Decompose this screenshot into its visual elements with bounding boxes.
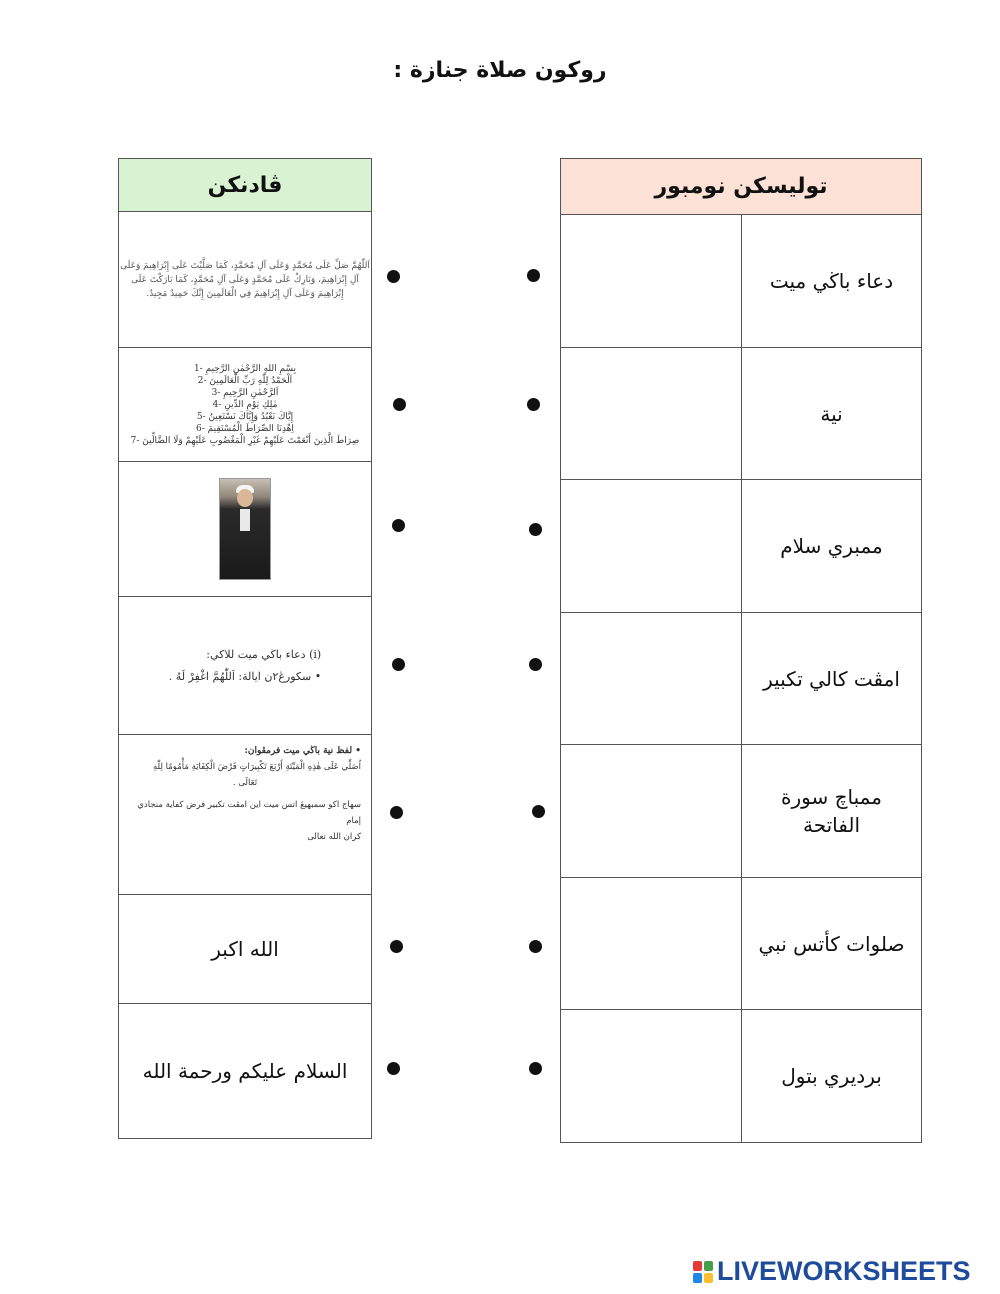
right-row-6: [561, 878, 921, 1010]
right-label-1: دعاء باڬي ميت: [769, 269, 894, 293]
right-label-3: ممبري سلام: [780, 534, 883, 558]
right-row-4: [561, 613, 921, 745]
niat-jawi: سهاج اکو سمبهيڠ اتس ميت اين امڤت تکبير فرض کفاية منجادي إمام: [137, 800, 361, 826]
number-input-2[interactable]: [561, 348, 742, 479]
fatihah-verse-7: صِرَاطَ الَّذِينَ أَنْعَمْتَ عَلَيْهِمْ غَيْرِ الْمَغْضُوبِ عَلَيْهِمْ وَلَا الضَّالِّينَ -7: [130, 435, 360, 446]
doa-bullet: سکورڠ٢ن ايالة: اَللّٰهُمَّ اغْفِرْ لَهُ .: [168, 669, 312, 683]
right-dot-5[interactable]: [532, 805, 545, 818]
fatihah-verse-2: اَلْحَمْدُ لِلّٰهِ رَبِّ الْعَالَمِينَ -2: [197, 375, 293, 386]
right-dot-3[interactable]: [529, 523, 542, 536]
left-dot-5[interactable]: [390, 806, 403, 819]
number-input-3[interactable]: [561, 480, 742, 612]
fatihah-verse-4: مٰلِكِ يَوْمِ الدِّينِ -4: [212, 399, 278, 410]
right-row-3: [561, 480, 921, 613]
left-table-header: ڤادنكن: [119, 159, 371, 212]
right-row-1: [561, 215, 921, 348]
fatihah-verse-1: بِسْمِ اللهِ الرَّحْمٰنِ الرَّحِيمِ -1: [193, 363, 297, 374]
doa-bullet-row: • سکورڠ٢ن ايالة: اَللّٰهُمَّ اغْفِرْ لَهُ .: [168, 669, 322, 683]
left-cell-salawat: [119, 212, 371, 348]
fatihah-text: [131, 363, 360, 447]
face-shape: [237, 489, 253, 507]
salawat-line-3: إِبْرَاهِيمَ وَعَلَى آلِ إِبْرَاهِيمَ فِي الْعَالَمِينَ إِنَّكَ حَمِيدٌ مَجِيدٌ.: [146, 288, 344, 299]
salam-text: السلام عليكم ورحمة الله: [142, 1059, 348, 1083]
liveworksheets-logo: [693, 1256, 971, 1287]
left-dot-3[interactable]: [392, 519, 405, 532]
niat-heading-row: • لفظ نية باڬي ميت فرمڤوان:: [244, 746, 361, 756]
left-dot-4[interactable]: [392, 658, 405, 671]
number-input-6[interactable]: [561, 878, 742, 1009]
number-input-4[interactable]: [561, 613, 742, 744]
fatihah-verse-6: اِهْدِنَا الصِّرَاطَ الْمُسْتَقِيمَ -6: [196, 423, 294, 434]
left-cell-fatihah: [119, 348, 371, 462]
salawat-line-1: اَللّٰهُمَّ صَلِّ عَلَى مُحَمَّدٍ وَعَلَى آلِ مُحَمَّدٍ، كَمَا صَلَّيْتَ عَلَى إِبْرَاهِيمَ وَعَلَى: [120, 260, 370, 271]
number-input-5[interactable]: [561, 745, 742, 877]
left-answer-table: [118, 158, 372, 1139]
logo-square-green: [704, 1261, 713, 1271]
fatihah-verse-5: إِيَّاكَ نَعْبُدُ وَإِيَّاكَ نَسْتَعِينُ -5: [196, 411, 294, 422]
left-dot-6[interactable]: [390, 940, 403, 953]
doa-heading: (i) دعاء باڬي ميت للاكي:: [206, 647, 322, 661]
right-dot-2[interactable]: [527, 398, 540, 411]
right-label-7: برديري بتول: [781, 1064, 882, 1088]
takbir-text: الله اكبر: [211, 937, 279, 961]
right-label-6: صلوات كأتس نبي: [758, 931, 905, 956]
left-dot-1[interactable]: [387, 270, 400, 283]
niat-jawi-end: كران الله تعالى: [307, 832, 361, 842]
left-cell-doa: [119, 597, 371, 735]
left-cell-salam: [119, 1004, 371, 1138]
right-dot-7[interactable]: [529, 1062, 542, 1075]
salawat-text: [120, 259, 370, 301]
niat-text: [129, 743, 361, 845]
standing-imam-photo: [219, 478, 271, 580]
right-dot-1[interactable]: [527, 269, 540, 282]
right-row-2: [561, 348, 921, 480]
number-input-1[interactable]: [561, 215, 742, 347]
shirt-shape: [240, 509, 250, 531]
logo-square-red: [693, 1261, 702, 1271]
right-number-table: [560, 158, 922, 1143]
logo-square-yellow: [704, 1273, 713, 1283]
left-cell-takbir: [119, 895, 371, 1004]
right-row-7: [561, 1010, 921, 1142]
left-cell-niat: [119, 735, 371, 895]
niat-heading: لفظ نية باڬي ميت فرمڤوان:: [244, 746, 353, 756]
worksheet-title: روكون صلاة جنازة :: [393, 58, 607, 83]
niat-arabic-end: تَعَالَى .: [232, 778, 258, 788]
right-row-5: [561, 745, 921, 878]
left-dot-7[interactable]: [387, 1062, 400, 1075]
right-dot-4[interactable]: [529, 658, 542, 671]
salawat-line-2: آلِ إِبْرَاهِيمَ، وَبَارِكْ عَلَى مُحَمَّدٍ وَعَلَى آلِ مُحَمَّدٍ، كَمَا بَارَكْتَ عَلَى: [131, 274, 359, 285]
right-table-header: توليسكن نومبور: [561, 159, 921, 215]
liveworksheets-logo-text: LIVEWORKSHEETS: [717, 1256, 971, 1286]
left-dot-2[interactable]: [393, 398, 406, 411]
number-input-7[interactable]: [561, 1010, 742, 1142]
logo-square-blue: [693, 1273, 702, 1283]
doa-text: [169, 644, 321, 688]
right-label-5: ممباچ سورة الفاتحة: [781, 785, 882, 837]
left-cell-standing-photo: [119, 462, 371, 597]
fatihah-verse-3: اَلرَّحْمٰنِ الرَّحِيمِ -3: [211, 387, 279, 398]
liveworksheets-logo-icon: [693, 1261, 713, 1283]
right-dot-6[interactable]: [529, 940, 542, 953]
niat-arabic: اُصَلِّي عَلَى هٰذِهِ الْمَيِّتَةِ أَرْبَعَ تَكْبِيرَاتٍ فَرْضَ الْكِفَايَةِ مَأْمُومًا لِلّٰهِ: [153, 762, 361, 772]
right-label-4: امڤت كالي تكبير: [763, 666, 900, 691]
right-label-2: نية: [820, 401, 843, 426]
